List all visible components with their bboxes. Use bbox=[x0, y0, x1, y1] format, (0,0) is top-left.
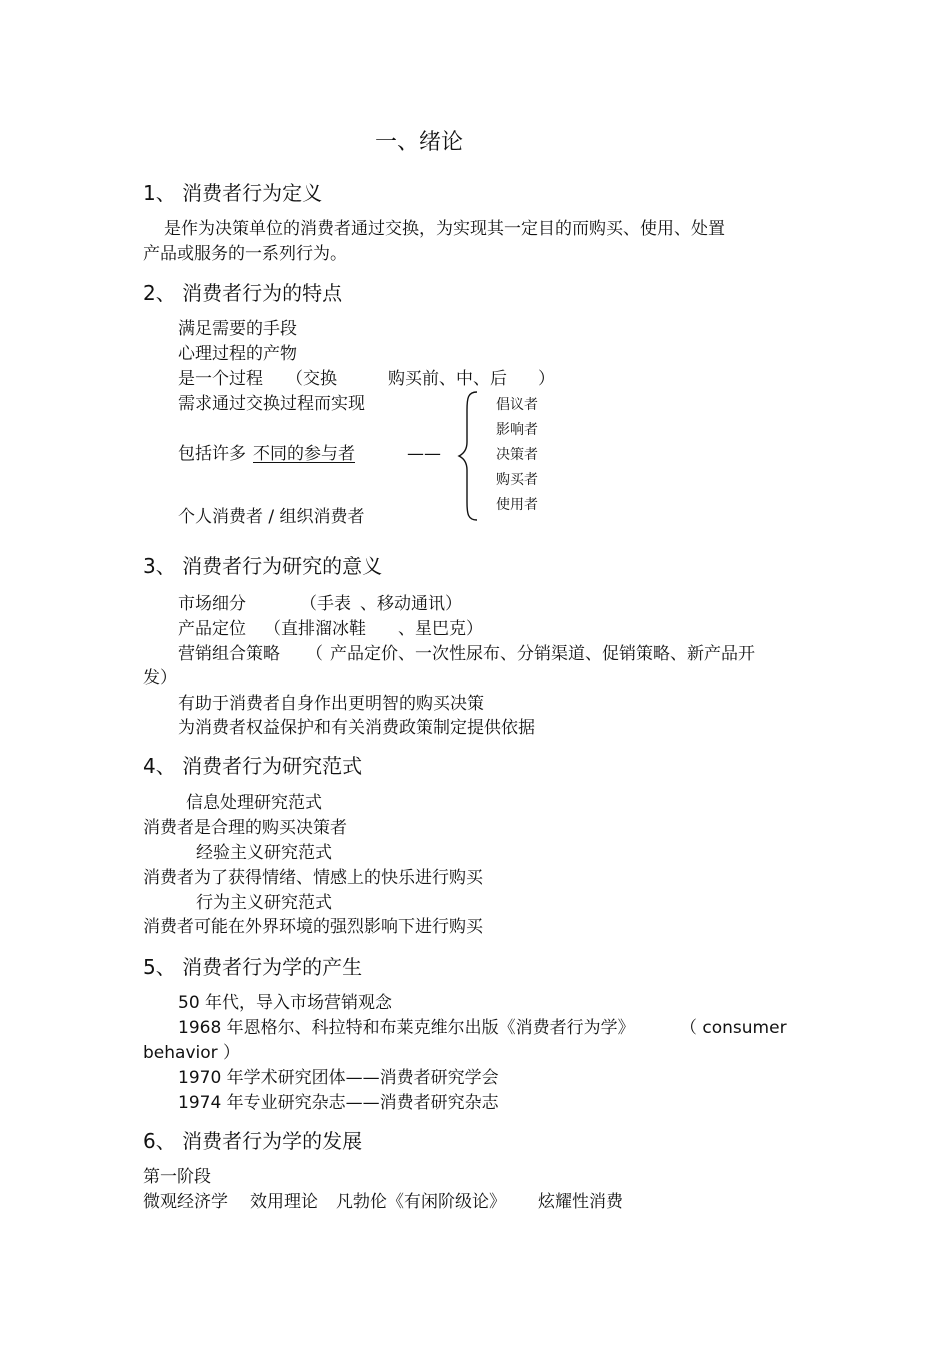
role-decider: 决策者 bbox=[496, 447, 538, 463]
section-2-heading: 2、 消费者行为的特点 bbox=[143, 281, 343, 305]
s5-line-2-english: （ consumer bbox=[680, 1018, 787, 1038]
s2-item-6: 个人消费者 / 组织消费者 bbox=[178, 507, 365, 527]
role-buyer: 购买者 bbox=[496, 472, 538, 488]
s5-line-1: 50 年代，导入市场营销观念 bbox=[178, 993, 393, 1013]
page-title: 一、绪论 bbox=[375, 130, 464, 155]
paradigm-experiential-desc: 消费者为了获得情绪、情感上的快乐进行购买 bbox=[143, 868, 483, 888]
s2-item-4: 需求通过交换过程而实现 bbox=[178, 394, 365, 414]
s5-line-2: 1968 年恩格尔、科拉特和布莱克维尔出版《消费者行为学》 bbox=[178, 1018, 635, 1038]
s6-conspicuous-consumption: 炫耀性消费 bbox=[538, 1192, 623, 1212]
s3-line-3-open: （ bbox=[306, 644, 323, 664]
s2-item-3-exchange: （交换 bbox=[286, 369, 337, 389]
s2-item-2: 心理过程的产物 bbox=[178, 344, 297, 364]
s5-line-4: 1974 年专业研究杂志——消费者研究杂志 bbox=[178, 1093, 499, 1113]
s3-line-5: 为消费者权益保护和有关消费政策制定提供依据 bbox=[178, 718, 535, 738]
s6-veblen: 凡勃伦《有闲阶级论》 bbox=[336, 1192, 506, 1212]
s2-item-3-stages: 购买前、中、后 bbox=[388, 369, 507, 389]
paradigm-behavioral-desc: 消费者可能在外界环境的强烈影响下进行购买 bbox=[143, 917, 483, 937]
s3-line-1: 市场细分 bbox=[178, 594, 246, 614]
s2-item-3-close: ） bbox=[538, 369, 555, 389]
s6-utility-theory: 效用理论 bbox=[250, 1192, 318, 1212]
section-3-heading: 3、 消费者行为研究的意义 bbox=[143, 554, 383, 578]
s3-line-1-example-2: 、移动通讯） bbox=[360, 594, 462, 614]
s2-item-3: 是一个过程 bbox=[178, 369, 263, 389]
s3-line-2-example: （直排溜冰鞋 bbox=[264, 619, 366, 639]
section-6-heading: 6、 消费者行为学的发展 bbox=[143, 1129, 363, 1153]
s3-line-2-example-2: 、星巴克） bbox=[398, 619, 483, 639]
s3-line-2: 产品定位 bbox=[178, 619, 246, 639]
s3-line-3-wrap: 发） bbox=[143, 668, 177, 688]
role-initiator: 倡议者 bbox=[496, 397, 538, 413]
s1-paragraph-line-2: 产品或服务的一系列行为。 bbox=[143, 244, 347, 264]
s3-line-3-detail: 产品定价、一次性尿布、分销渠道、促销策略、新产品开 bbox=[330, 644, 755, 664]
s2-item-5-participants: 不同的参与者 bbox=[253, 444, 355, 464]
s2-item-1: 满足需要的手段 bbox=[178, 319, 297, 339]
paradigm-experiential: 经验主义研究范式 bbox=[196, 843, 332, 863]
s3-line-3: 营销组合策略 bbox=[178, 644, 280, 664]
s6-stage-1: 第一阶段 bbox=[143, 1167, 211, 1187]
role-user: 使用者 bbox=[496, 497, 538, 513]
s5-line-3: 1970 年学术研究团体——消费者研究学会 bbox=[178, 1068, 499, 1088]
paradigm-information-processing-desc: 消费者是合理的购买决策者 bbox=[143, 818, 347, 838]
paradigm-behavioral: 行为主义研究范式 bbox=[196, 893, 332, 913]
s3-line-4: 有助于消费者自身作出更明智的购买决策 bbox=[178, 694, 484, 714]
s3-line-1-example: （手表 bbox=[300, 594, 351, 614]
s5-line-2-wrap: behavior ） bbox=[143, 1043, 241, 1063]
s6-microeconomics: 微观经济学 bbox=[143, 1192, 228, 1212]
curly-brace-icon bbox=[455, 390, 481, 522]
role-influencer: 影响者 bbox=[496, 422, 538, 438]
s2-item-5-dash: —— bbox=[407, 444, 441, 464]
paradigm-information-processing: 信息处理研究范式 bbox=[186, 793, 322, 813]
s2-item-5: 包括许多 bbox=[178, 444, 246, 464]
s1-paragraph-line-1: 是作为决策单位的消费者通过交换，为实现其一定目的而购买、使用、处置 bbox=[164, 219, 725, 239]
section-1-heading: 1、 消费者行为定义 bbox=[143, 181, 323, 205]
section-5-heading: 5、 消费者行为学的产生 bbox=[143, 955, 363, 979]
section-4-heading: 4、 消费者行为研究范式 bbox=[143, 754, 363, 778]
